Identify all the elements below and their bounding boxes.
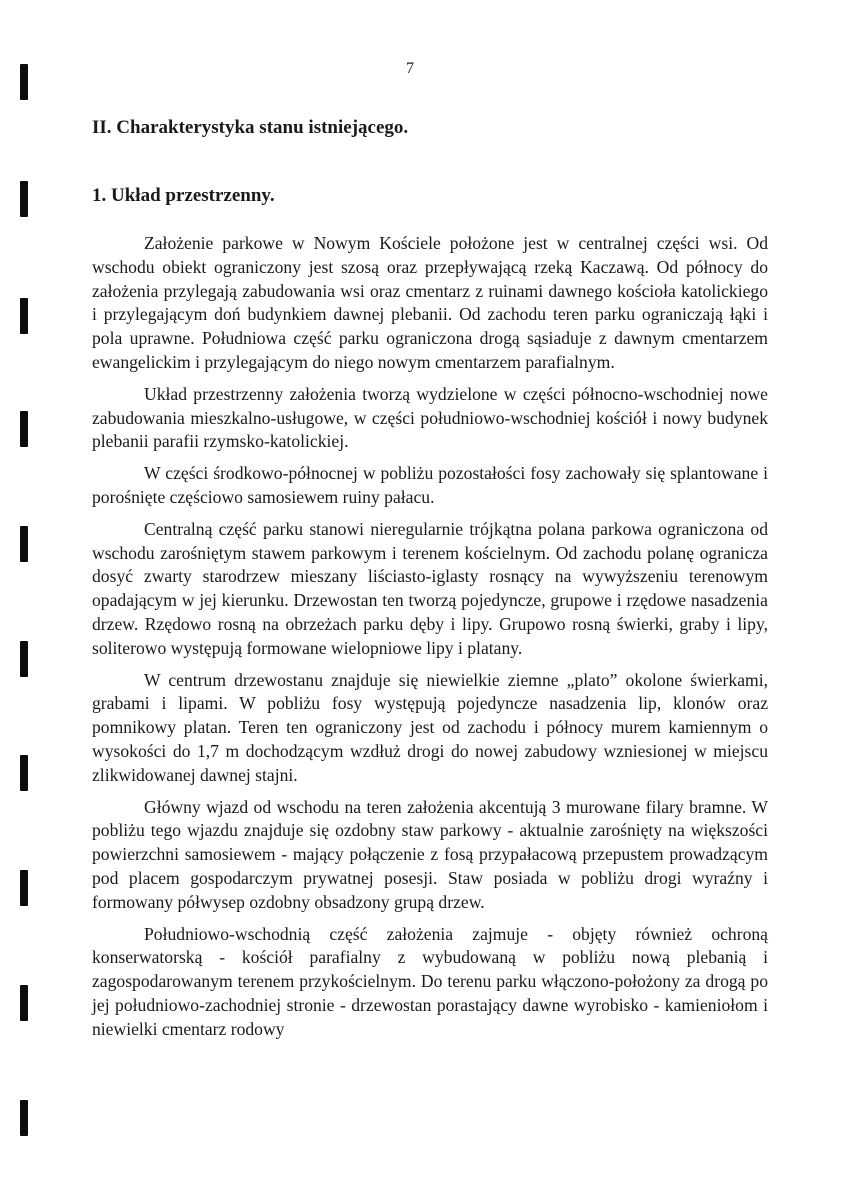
punch-hole: [20, 985, 28, 1021]
section-title: 1. Układ przestrzenny.: [92, 185, 275, 206]
punch-hole: [20, 755, 28, 791]
punch-hole: [20, 870, 28, 906]
chapter-title: II. Charakterystyka stanu istniejącego.: [92, 117, 409, 138]
page-number: 7: [406, 60, 414, 77]
punch-hole: [20, 298, 28, 334]
paragraph: Układ przestrzenny założenia tworzą wydzielone w części północno-wschodniej nowe zabudowania mieszkalno-usługowe, w części południowo-wschodniej kościół i nowy budynek plebanii parafii rzymsko-katolickiej.: [92, 383, 768, 452]
paragraph: Założenie parkowe w Nowym Kościele położone jest w centralnej części wsi. Od wschodu obiekt ograniczony jest szosą oraz przepływającą rzeką Kaczawą. Od północy do założenia przylegają zabudowania wsi oraz cmentarz z ruinami dawnego kościoła katolickiego i przylegającym doń budynkiem dawnej plebanii. Od zachodu teren parku ograniczają łąki i pola uprawne. Południowa część parku ograniczona drogą sąsiaduje z dawnym cmentarzem ewangelickim i przylegającym do niego nowym cmentarzem parafialnym.: [92, 233, 768, 372]
body-text: [92, 232, 768, 1050]
punch-hole: [20, 411, 28, 447]
paragraph: Główny wjazd od wschodu na teren założenia akcentują 3 murowane filary bramne. W pobliżu tego wjazdu znajduje się ozdobny staw parkowy - aktualnie zarośnięty na większości powierzchni samosiewem - mający połączenie z fosą przypałacową przepustem prowadzącym pod placem gospodarczym prywatnej posesji. Staw posiada w pobliżu drogi wyraźny i formowany półwysep ozdobny obsadzony grupą drzew.: [92, 796, 768, 912]
paragraph: W centrum drzewostanu znajduje się niewielkie ziemne „plato” okolone świerkami, grabami i lipami. W pobliżu fosy występują pojedyncze nasadzenia lip, klonów oraz pomnikowy platan. Teren ten ograniczony jest od zachodu i północy murem kamiennym o wysokości do 1,7 m dochodzącym wzdłuż drogi do nowej zabudowy wzniesionej w miejscu zlikwidowanej dawnej stajni.: [92, 669, 768, 785]
paragraph: Południowo-wschodnią część założenia zajmuje - objęty również ochroną konserwatorską - kościół parafialny z wybudowaną w pobliżu nową plebanią i zagospodarowanym terenem przykościelnym. Do terenu parku włączono-położony za drogą po jej południowo-zachodniej stronie - drzewostan porastający dawne wyrobisko - kamieniołom i niewielki cmentarz rodowy: [92, 923, 768, 1039]
paragraph: W części środkowo-północnej w pobliżu pozostałości fosy zachowały się splantowane i porośnięte częściowo samosiewem ruiny pałacu.: [92, 463, 768, 507]
punch-hole: [20, 526, 28, 562]
punch-hole: [20, 1100, 28, 1136]
punch-hole: [20, 181, 28, 217]
paragraph: Centralną część parku stanowi nieregularnie trójkątna polana parkowa ograniczona od wschodu zarośniętym stawem parkowym i terenem kościelnym. Od zachodu polanę ogranicza dosyć zwarty starodrzew mieszany liściasto-iglasty rosnący na wywyższeniu terenowym opadającym w jej kierunku. Drzewostan ten tworzą pojedyncze, grupowe i rzędowe nasadzenia drzew. Rzędowo rosną na obrzeżach parku dęby i lipy. Grupowo rosną świerki, graby i lipy, soliterowo występują formowane wielopniowe lipy i platany.: [92, 518, 768, 658]
punch-hole: [20, 641, 28, 677]
punch-hole: [20, 64, 28, 100]
